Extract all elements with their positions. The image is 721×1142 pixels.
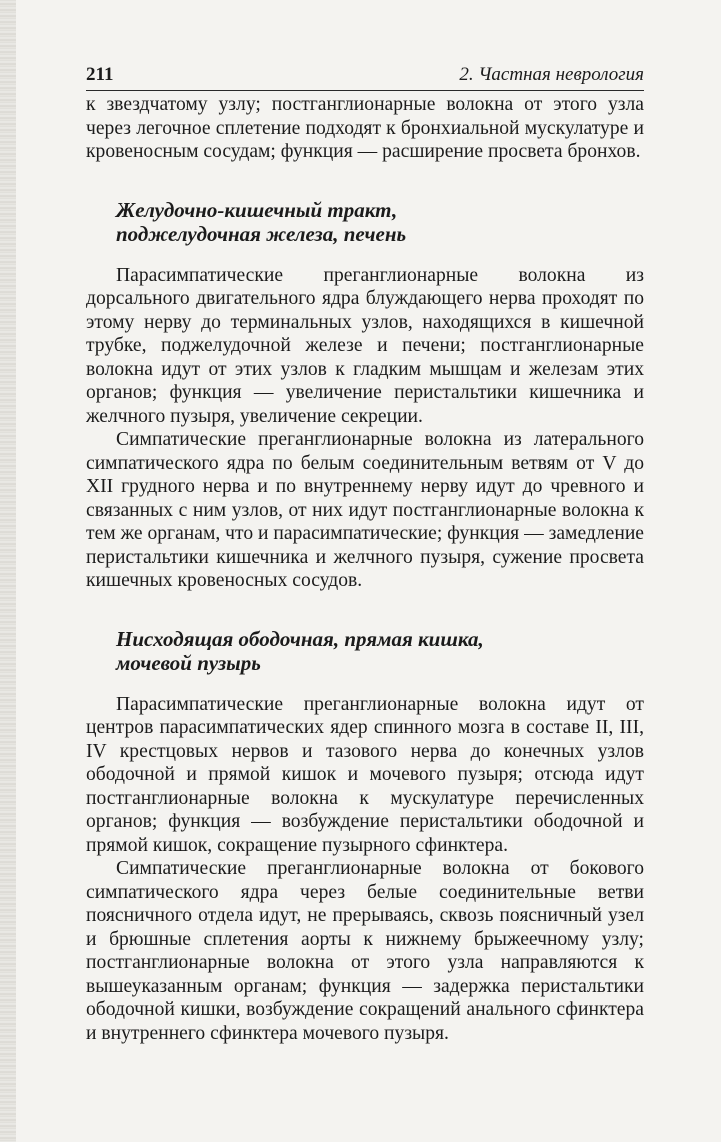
paragraph-parasympathetic-pelvic: Парасимпатические преганглионарные волокна идут от центров парасимпатических ядер спинного мозга в составе II, III, IV крестцовых нервов и тазового нерва до конечных узлов ободочной и прямой кишок и мочевого пузыря; отсюда идут постганглионарные волокна к мускулатуре перечисленных органов; функция — возбуждение перистальтики ободочной и прямой кишок, сокращение пузырного сфинктера. <box>86 693 644 856</box>
page-content <box>86 93 644 1045</box>
book-page <box>86 60 644 1045</box>
chapter-title: 2. Частная неврология <box>459 64 644 85</box>
paragraph-sympathetic-gi: Симпатические преганглионарные волокна из латерального симпатического ядра по белым соединительным ветвям от V до XII грудного нерва и по внутреннему нерву идут до чревного и связанных с ним узлов, от них идут постганглионарные волокна к тем же органам, что и парасимпатические; функция — замедление перистальтики кишечника и желчного пузыря, сужение просвета кишечных кровеносных сосудов. <box>86 429 644 591</box>
paragraph-sympathetic-pelvic: Симпатические преганглионарные волокна от бокового симпатического ядра через белые соединительные ветви поясничного отдела идут, не прерываясь, сквозь поясничный узел и брюшные сплетения аорты к нижнему брыжеечному узлу; постганглионарные волокна от этого узла направляются к вышеуказанным органам; функция — задержка перистальтики ободочной кишки, возбуждение сокращений анального сфинктера и внутреннего сфинктера мочевого пузыря. <box>86 858 644 1044</box>
section-heading-line: Желудочно-кишечный тракт, <box>116 197 398 222</box>
page-binding-edge <box>0 0 16 1142</box>
running-header <box>86 60 644 91</box>
section-heading-colon-bladder <box>116 627 644 675</box>
section-heading-line: Нисходящая ободочная, прямая кишка, <box>116 626 484 651</box>
intro-paragraph: к звездчатому узлу; постганглионарные волокна от этого узла через легочное сплетение подходят к бронхиальной мускулатуре и кровеносным сосудам; функция — расширение просвета бронхов. <box>86 94 644 162</box>
section-heading-line: мочевой пузырь <box>116 650 261 675</box>
page-number: 211 <box>86 64 114 85</box>
paragraph-parasympathetic-gi: Парасимпатические преганглионарные волокна из дорсального двигательного ядра блуждающего нерва проходят по этому нерву до терминальных узлов, находящихся в кишечной трубке, поджелудочной железе и печени; постганглионарные волокна идут от этих узлов к гладким мышцам и железам этих органов; функция — увеличение перистальтики кишечника и желчного пузыря, увеличение секреции. <box>86 264 644 427</box>
section-heading-line: поджелудочная железа, печень <box>116 221 407 246</box>
section-heading-gi-tract <box>116 198 644 246</box>
